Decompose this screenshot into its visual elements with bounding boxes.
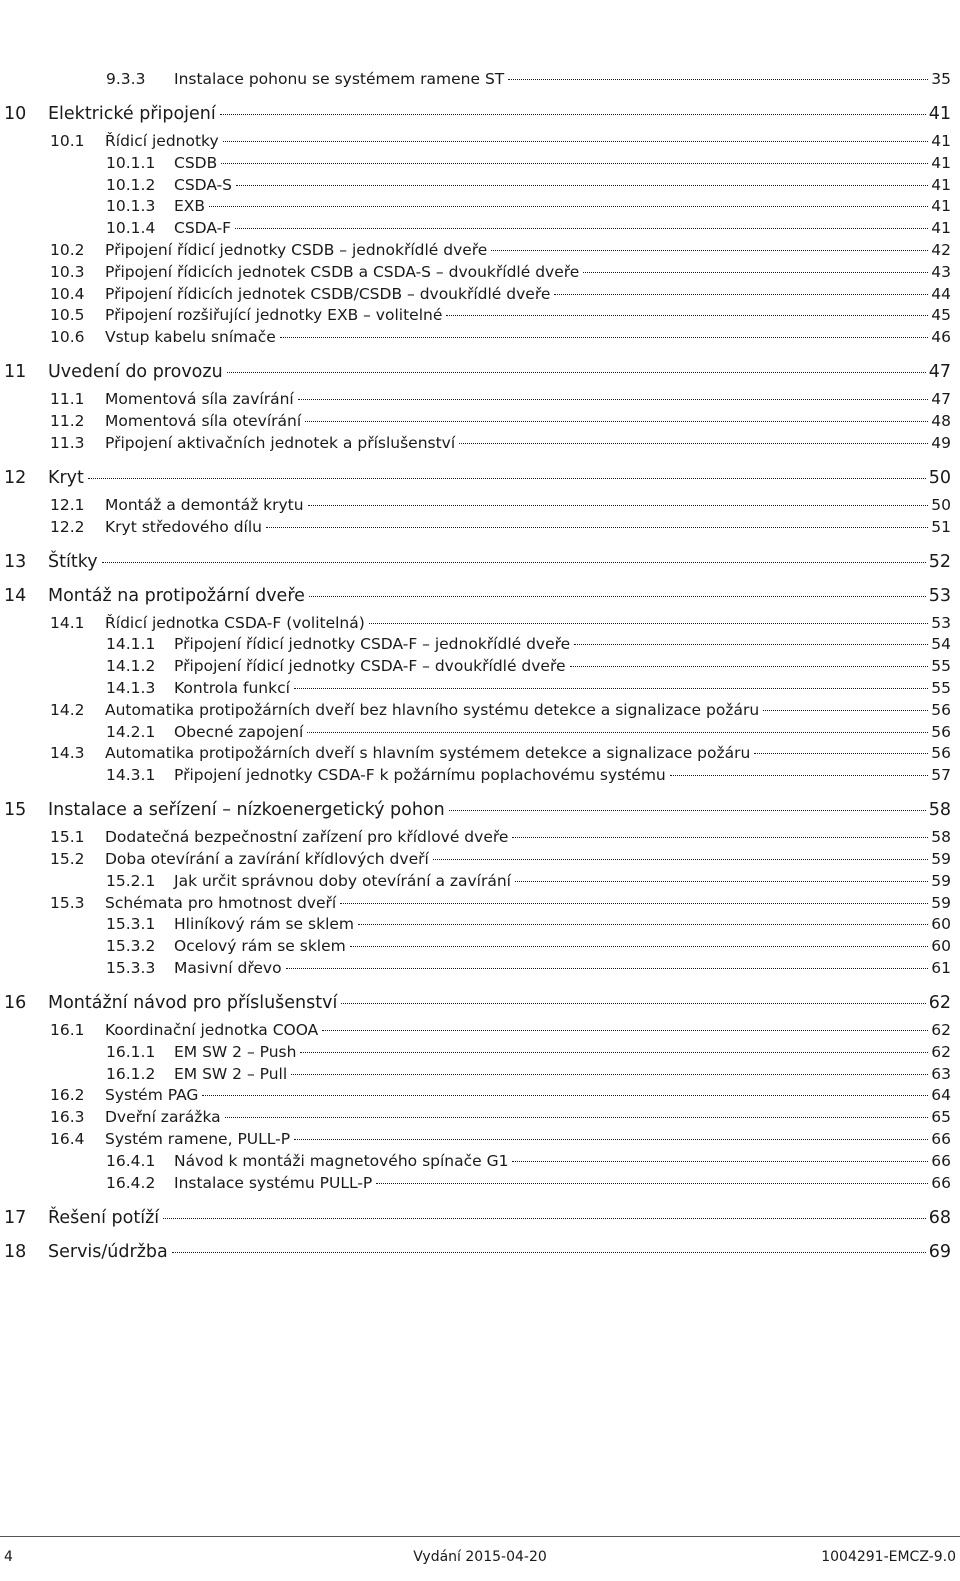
toc-entry-page: 59 (931, 894, 951, 912)
toc-entry-number: 17 (4, 1208, 27, 1228)
toc-entry-title: Obecné zapojení (174, 723, 304, 741)
toc-entry-title: Dodatečná bezpečnostní zařízení pro křídlové dveře (105, 828, 509, 846)
toc-entry[interactable] (106, 679, 951, 697)
toc-dot-leader (298, 399, 929, 400)
toc-entry-title: Hliníkový rám se sklem (174, 915, 355, 933)
toc-dot-leader (570, 666, 929, 667)
toc-entry-title: Návod k montáži magnetového spínače G1 (174, 1152, 509, 1170)
toc-dot-leader (554, 294, 928, 295)
toc-entry[interactable] (106, 937, 951, 955)
toc-entry[interactable] (50, 828, 951, 846)
toc-entry-title: Elektrické připojení (48, 104, 216, 124)
toc-entry[interactable] (4, 552, 951, 572)
toc-entry[interactable] (50, 1130, 951, 1148)
toc-entry-page: 42 (931, 241, 951, 259)
toc-entry-number: 18 (4, 1242, 27, 1262)
toc-entry-title: Instalace a seřízení – nízkoenergetický pohon (48, 800, 445, 820)
toc-entry-page: 60 (931, 915, 951, 933)
toc-entry-number: 13 (4, 552, 27, 572)
toc-entry-page: 41 (931, 176, 951, 194)
toc-entry-title: Servis/údržba (48, 1242, 168, 1262)
toc-entry-title: Instalace systému PULL-P (174, 1174, 373, 1192)
toc-entry-title: Momentová síla zavírání (105, 390, 294, 408)
toc-entry-title: Připojení rozšiřující jednotky EXB – volitelné (105, 306, 443, 324)
toc-dot-leader (583, 272, 928, 273)
toc-entry[interactable] (50, 850, 951, 868)
toc-entry-number: 15.3.3 (106, 959, 156, 977)
toc-entry-title: Kontrola funkcí (174, 679, 290, 697)
toc-entry[interactable] (106, 1065, 951, 1083)
toc-entry[interactable] (106, 915, 951, 933)
page-footer (0, 1536, 960, 1581)
toc-entry-page: 59 (931, 872, 951, 890)
toc-entry-number: 16.1 (50, 1021, 85, 1039)
toc-entry-number: 11.3 (50, 434, 85, 452)
toc-entry-page: 56 (931, 701, 951, 719)
toc-dot-leader (491, 250, 928, 251)
toc-entry-title: Připojení řídicí jednotky CSDA-F – jednokřídlé dveře (174, 635, 571, 653)
toc-entry-title: Připojení řídicích jednotek CSDB a CSDA-S – dvoukřídlé dveře (105, 263, 580, 281)
toc-entry[interactable] (50, 1086, 951, 1104)
toc-entry-page: 54 (931, 635, 951, 653)
toc-entry-number: 12.2 (50, 518, 85, 536)
toc-entry-page: 41 (928, 104, 951, 124)
toc-dot-leader (459, 443, 928, 444)
toc-entry-page: 41 (931, 154, 951, 172)
toc-entry-page: 53 (931, 614, 951, 632)
toc-entry-page: 64 (931, 1086, 951, 1104)
toc-entry-page: 56 (931, 744, 951, 762)
toc-entry-number: 10.1.2 (106, 176, 156, 194)
toc-entry[interactable] (106, 959, 951, 977)
toc-entry[interactable] (106, 70, 951, 88)
toc-entry-title: Kryt (48, 468, 84, 488)
toc-entry-number: 15.3.1 (106, 915, 156, 933)
toc-entry[interactable] (50, 894, 951, 912)
toc-entry-title: Montáž na protipožární dveře (48, 586, 305, 606)
toc-entry-number: 10.5 (50, 306, 85, 324)
toc-entry-title: Řešení potíží (48, 1208, 160, 1228)
toc-entry-number: 12 (4, 468, 27, 488)
toc-entry[interactable] (106, 197, 951, 215)
toc-dot-leader (763, 710, 928, 711)
toc-entry[interactable] (4, 362, 951, 382)
toc-entry-number: 15.3.2 (106, 937, 156, 955)
toc-dot-leader (88, 478, 926, 479)
toc-entry[interactable] (50, 1108, 951, 1126)
toc-entry-page: 45 (931, 306, 951, 324)
toc-entry-number: 14.1.1 (106, 635, 156, 653)
toc-entry[interactable] (106, 154, 951, 172)
toc-dot-leader (340, 903, 928, 904)
toc-entry-number: 11.1 (50, 390, 85, 408)
toc-entry[interactable] (50, 744, 951, 762)
toc-entry-number: 14.2.1 (106, 723, 156, 741)
toc-entry[interactable] (106, 1174, 951, 1192)
toc-entry-number: 14 (4, 586, 27, 606)
toc-entry-number: 14.2 (50, 701, 85, 719)
toc-entry-page: 41 (931, 219, 951, 237)
toc-entry-title: Systém PAG (105, 1086, 199, 1104)
toc-dot-leader (350, 946, 929, 947)
toc-dot-leader (209, 206, 928, 207)
toc-entry-title: CSDA-F (174, 219, 232, 237)
toc-entry[interactable] (4, 1208, 951, 1228)
toc-entry-number: 10.1.3 (106, 197, 156, 215)
toc-entry-number: 15.2 (50, 850, 85, 868)
toc-entry-page: 41 (931, 197, 951, 215)
toc-entry[interactable] (4, 586, 951, 606)
toc-entry-number: 11.2 (50, 412, 85, 430)
toc-entry-page: 62 (928, 993, 951, 1013)
toc-entry-title: Automatika protipožárních dveří bez hlavního systému detekce a signalizace požáru (105, 701, 760, 719)
footer-document-code: 1004291-EMCZ-9.0 (821, 1549, 956, 1565)
footer-page-number: 4 (4, 1549, 13, 1565)
toc-entry-page: 49 (931, 434, 951, 452)
toc-entry-title: Automatika protipožárních dveří s hlavním systémem detekce a signalizace požáru (105, 744, 751, 762)
toc-entry-title: Připojení řídicích jednotek CSDB/CSDB – dvoukřídlé dveře (105, 285, 551, 303)
toc-entry-title: EM SW 2 – Pull (174, 1065, 288, 1083)
toc-dot-leader (286, 968, 929, 969)
toc-entry[interactable] (106, 872, 951, 890)
toc-entry[interactable] (106, 635, 951, 653)
toc-entry-number: 10.3 (50, 263, 85, 281)
toc-dot-leader (512, 837, 928, 838)
toc-entry-number: 10.1.1 (106, 154, 156, 172)
toc-entry[interactable] (50, 328, 951, 346)
toc-entry-page: 53 (928, 586, 951, 606)
toc-entry-number: 16.2 (50, 1086, 85, 1104)
toc-dot-leader (172, 1252, 926, 1253)
toc-dot-leader (307, 732, 928, 733)
toc-entry-page: 58 (928, 800, 951, 820)
toc-entry-title: Uvedení do provozu (48, 362, 223, 382)
toc-dot-leader (294, 1139, 928, 1140)
toc-entry-number: 15.3 (50, 894, 85, 912)
toc-dot-leader (369, 623, 928, 624)
toc-dot-leader (305, 421, 928, 422)
toc-entry-page: 55 (931, 679, 951, 697)
toc-entry-page: 50 (931, 496, 951, 514)
toc-entry-title: Montáž a demontáž krytu (105, 496, 304, 514)
toc-entry[interactable] (106, 219, 951, 237)
toc-entry-page: 47 (931, 390, 951, 408)
toc-entry-page: 62 (931, 1021, 951, 1039)
toc-dot-leader (309, 596, 926, 597)
toc-dot-leader (754, 753, 928, 754)
toc-entry[interactable] (50, 285, 951, 303)
toc-entry[interactable] (4, 993, 951, 1013)
toc-entry-number: 11 (4, 362, 27, 382)
toc-dot-leader (266, 527, 928, 528)
toc-entry[interactable] (50, 241, 951, 259)
toc-entry[interactable] (106, 1152, 951, 1170)
toc-dot-leader (300, 1052, 928, 1053)
toc-entry-page: 57 (931, 766, 951, 784)
toc-dot-leader (227, 372, 926, 373)
toc-entry-page: 46 (931, 328, 951, 346)
toc-entry-page: 69 (928, 1242, 951, 1262)
toc-dot-leader (574, 644, 928, 645)
toc-entry-title: Schémata pro hmotnost dveří (105, 894, 337, 912)
toc-entry-page: 47 (928, 362, 951, 382)
toc-entry[interactable] (4, 1242, 951, 1262)
toc-dot-leader (433, 859, 928, 860)
toc-entry-page: 35 (931, 70, 951, 88)
toc-entry[interactable] (4, 104, 951, 124)
toc-entry-page: 66 (931, 1130, 951, 1148)
toc-entry[interactable] (106, 723, 951, 741)
toc-entry-number: 16 (4, 993, 27, 1013)
toc-entry-page: 66 (931, 1152, 951, 1170)
toc-entry-number: 16.4.2 (106, 1174, 156, 1192)
toc-dot-leader (294, 688, 928, 689)
toc-entry-title: EM SW 2 – Push (174, 1043, 297, 1061)
toc-entry-title: Připojení aktivačních jednotek a příslušenství (105, 434, 456, 452)
toc-entry-page: 61 (931, 959, 951, 977)
toc-entry-title: Připojení jednotky CSDA-F k požárnímu poplachovému systému (174, 766, 666, 784)
toc-entry-title: Kryt středového dílu (105, 518, 262, 536)
toc-entry-number: 16.4.1 (106, 1152, 156, 1170)
toc-entry-number: 10.1.4 (106, 219, 156, 237)
toc-dot-leader (446, 315, 928, 316)
toc-dot-leader (220, 114, 926, 115)
toc-entry-title: CSDB (174, 154, 218, 172)
toc-entry-number: 9.3.3 (106, 70, 146, 88)
toc-entry-number: 14.1 (50, 614, 85, 632)
toc-entry-number: 16.1.1 (106, 1043, 156, 1061)
toc-entry[interactable] (50, 434, 951, 452)
toc-entry-title: Štítky (48, 552, 98, 572)
toc-entry-title: Instalace pohonu se systémem ramene ST (174, 70, 505, 88)
toc-entry-title: Masivní dřevo (174, 959, 282, 977)
toc-entry-title: CSDA-S (174, 176, 233, 194)
toc-entry-number: 12.1 (50, 496, 85, 514)
toc-entry-page: 43 (931, 263, 951, 281)
toc-entry-page: 41 (931, 132, 951, 150)
toc-entry-title: Montážní návod pro příslušenství (48, 993, 338, 1013)
toc-entry[interactable] (50, 518, 951, 536)
toc-dot-leader (225, 1117, 929, 1118)
toc-entry-number: 15.1 (50, 828, 85, 846)
toc-entry-page: 48 (931, 412, 951, 430)
footer-edition: Vydání 2015-04-20 (413, 1549, 547, 1565)
toc-entry[interactable] (106, 1043, 951, 1061)
toc-entry-page: 65 (931, 1108, 951, 1126)
toc-entry-title: Momentová síla otevírání (105, 412, 302, 430)
toc-entry[interactable] (50, 263, 951, 281)
toc-entry-number: 15.2.1 (106, 872, 156, 890)
toc-entry[interactable] (50, 132, 951, 150)
toc-entry[interactable] (50, 614, 951, 632)
toc-dot-leader (376, 1183, 928, 1184)
toc-entry[interactable] (50, 701, 951, 719)
toc-entry-title: Systém ramene, PULL-P (105, 1130, 291, 1148)
toc-entry-number: 15 (4, 800, 27, 820)
toc-entry-title: Dveřní zarážka (105, 1108, 221, 1126)
toc-entry-number: 14.1.3 (106, 679, 156, 697)
toc-entry[interactable] (50, 412, 951, 430)
toc-entry[interactable] (50, 390, 951, 408)
toc-entry-number: 10.6 (50, 328, 85, 346)
toc-entry-page: 63 (931, 1065, 951, 1083)
toc-dot-leader (235, 228, 928, 229)
toc-entry-page: 44 (931, 285, 951, 303)
toc-dot-leader (221, 163, 928, 164)
toc-entry-title: Jak určit správnou doby otevírání a zavírání (174, 872, 511, 890)
toc-entry-title: Řídicí jednotky (105, 132, 219, 150)
toc-entry-title: Koordinační jednotka COOA (105, 1021, 319, 1039)
toc-entry-page: 56 (931, 723, 951, 741)
toc-entry-number: 10.4 (50, 285, 85, 303)
toc-dot-leader (508, 79, 928, 80)
toc-dot-leader (322, 1030, 928, 1031)
toc-entry[interactable] (50, 496, 951, 514)
toc-entry-page: 50 (928, 468, 951, 488)
toc-dot-leader (670, 775, 929, 776)
toc-entry-number: 14.1.2 (106, 657, 156, 675)
toc-dot-leader (236, 185, 928, 186)
toc-dot-leader (358, 924, 928, 925)
toc-entry[interactable] (4, 800, 951, 820)
toc-entry-page: 52 (928, 552, 951, 572)
toc-entry-page: 62 (931, 1043, 951, 1061)
toc-entry-number: 16.1.2 (106, 1065, 156, 1083)
toc-entry[interactable] (50, 1021, 951, 1039)
toc-entry-title: Připojení řídicí jednotky CSDA-F – dvoukřídlé dveře (174, 657, 566, 675)
toc-dot-leader (512, 1161, 928, 1162)
toc-entry-page: 51 (931, 518, 951, 536)
toc-entry-title: Řídicí jednotka CSDA-F (volitelná) (105, 614, 365, 632)
toc-entry-title: Doba otevírání a zavírání křídlových dveří (105, 850, 429, 868)
toc-entry[interactable] (106, 766, 951, 784)
toc-dot-leader (291, 1074, 928, 1075)
toc-entry-page: 68 (928, 1208, 951, 1228)
toc-entry-page: 66 (931, 1174, 951, 1192)
toc-dot-leader (449, 810, 926, 811)
toc-entry-number: 14.3.1 (106, 766, 156, 784)
toc-entry[interactable] (106, 657, 951, 675)
toc-entry-number: 16.3 (50, 1108, 85, 1126)
toc-entry-number: 14.3 (50, 744, 85, 762)
toc-entry-page: 55 (931, 657, 951, 675)
toc-dot-leader (202, 1095, 928, 1096)
toc-entry-number: 10.2 (50, 241, 85, 259)
toc-entry-title: Ocelový rám se sklem (174, 937, 346, 955)
toc-entry-title: EXB (174, 197, 206, 215)
toc-dot-leader (163, 1218, 926, 1219)
toc-entry[interactable] (106, 176, 951, 194)
toc-entry-page: 60 (931, 937, 951, 955)
toc-entry-title: Vstup kabelu snímače (105, 328, 276, 346)
toc-entry-page: 59 (931, 850, 951, 868)
toc-dot-leader (341, 1003, 925, 1004)
toc-dot-leader (102, 562, 926, 563)
toc-entry-title: Připojení řídicí jednotky CSDB – jednokřídlé dveře (105, 241, 488, 259)
toc-entry[interactable] (50, 306, 951, 324)
toc-entry-page: 58 (931, 828, 951, 846)
toc-entry-number: 10.1 (50, 132, 85, 150)
toc-entry-number: 16.4 (50, 1130, 85, 1148)
toc-dot-leader (223, 141, 929, 142)
toc-dot-leader (280, 337, 928, 338)
toc-entry-number: 10 (4, 104, 27, 124)
toc-dot-leader (308, 505, 929, 506)
toc-entry[interactable] (4, 468, 951, 488)
toc-dot-leader (515, 881, 928, 882)
